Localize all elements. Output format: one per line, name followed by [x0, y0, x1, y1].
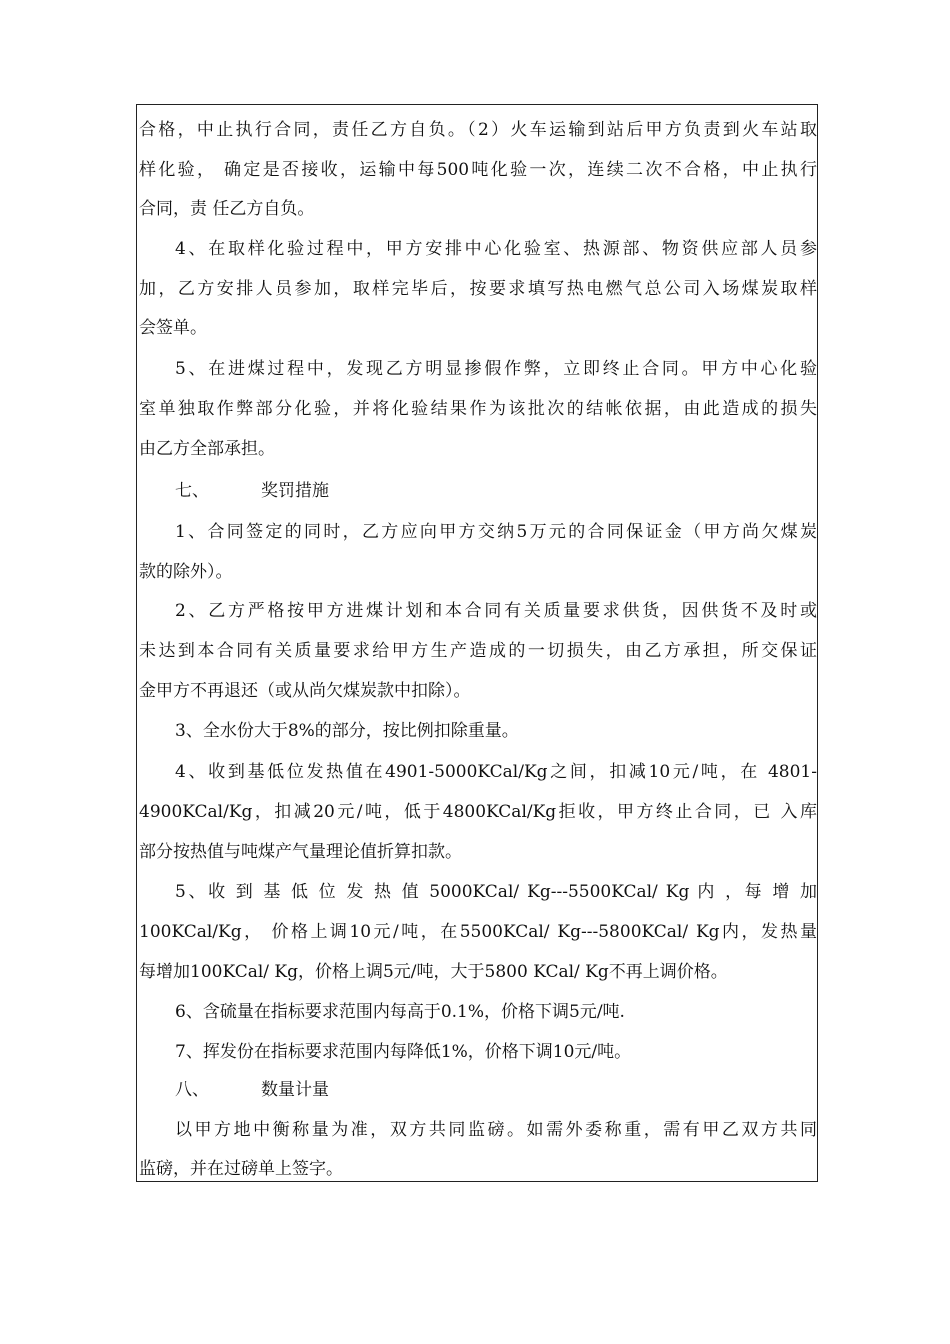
paragraph-line: 监磅，并在过磅单上签字。: [139, 1159, 343, 1179]
paragraph-line: 未达到本合同有关质量要求给甲方生产造成的一切损失，由乙方承担，所交保证: [139, 641, 817, 661]
paragraph-line: 4、在取样化验过程中，甲方安排中心化验室、热源部、物资供应部人员参: [175, 239, 817, 259]
paragraph-line: 4900KCal/Kg，扣减20元/吨，低于4800KCal/Kg拒收，甲方终止合同，已 入库: [139, 802, 817, 822]
paragraph-line: 部分按热值与吨煤产气量理论值折算扣款。: [139, 842, 462, 862]
paragraph-line: 合同，责 任乙方自负。: [139, 199, 315, 219]
paragraph-line: 5、收 到 基 低 位 发 热 值 5000KCal/ Kg---5500KCal/ Kg 内 ，每 增 加: [175, 882, 817, 902]
paragraph-line: 合格，中止执行合同，责任乙方自负。（2）火车运输到站后甲方负责到火车站取: [139, 120, 817, 140]
paragraph-line: 1、合同签定的同时，乙方应向甲方交纳5万元的合同保证金（甲方尚欠煤炭: [175, 522, 817, 542]
paragraph-line: 款的除外）。: [139, 562, 233, 582]
section-number: 八、: [175, 1080, 209, 1100]
section-title: 奖罚措施: [261, 481, 329, 501]
paragraph-line: 100KCal/Kg， 价格上调10元/吨，在5500KCal/ Kg---5800KCal/ Kg内，发热量: [139, 922, 817, 942]
section-title: 数量计量: [261, 1080, 329, 1100]
paragraph-line: 3、全水份大于8%的部分，按比例扣除重量。: [175, 721, 519, 741]
paragraph-line: 每增加100KCal/ Kg，价格上调5元/吨，大于5800 KCal/ Kg不再上调价格。: [139, 962, 728, 982]
section-heading: [139, 1078, 817, 1102]
paragraph-line: 6、含硫量在指标要求范围内每高于0.1%，价格下调5元/吨.: [175, 1002, 625, 1022]
section-number: 七、: [175, 481, 209, 501]
section-heading: [139, 479, 817, 503]
paragraph-line: 样化验， 确定是否接收，运输中每500吨化验一次，连续二次不合格，中止执行: [139, 160, 817, 180]
paragraph-line: 4、收到基低位发热值在4901-5000KCal/Kg之间，扣减10元/吨，在 4801-: [175, 762, 817, 782]
paragraph-line: 2、乙方严格按甲方进煤计划和本合同有关质量要求供货，因供货不及时或: [175, 601, 817, 621]
paragraph-line: 以甲方地中衡称量为准，双方共同监磅。如需外委称重，需有甲乙双方共同: [175, 1120, 817, 1140]
paragraph-line: 由乙方全部承担。: [139, 439, 275, 459]
paragraph-line: 金甲方不再退还（或从尚欠煤炭款中扣除）。: [139, 681, 471, 701]
paragraph-line: 会签单。: [139, 318, 207, 338]
paragraph-line: 7、挥发份在指标要求范围内每降低1%，价格下调10元/吨。: [175, 1042, 632, 1062]
paragraph-line: 加，乙方安排人员参加，取样完毕后，按要求填写热电燃气总公司入场煤炭取样: [139, 279, 817, 299]
paragraph-line: 5、在进煤过程中，发现乙方明显掺假作弊，立即终止合同。甲方中心化验: [175, 359, 817, 379]
paragraph-line: 室单独取作弊部分化验，并将化验结果作为该批次的结帐依据，由此造成的损失: [139, 399, 817, 419]
